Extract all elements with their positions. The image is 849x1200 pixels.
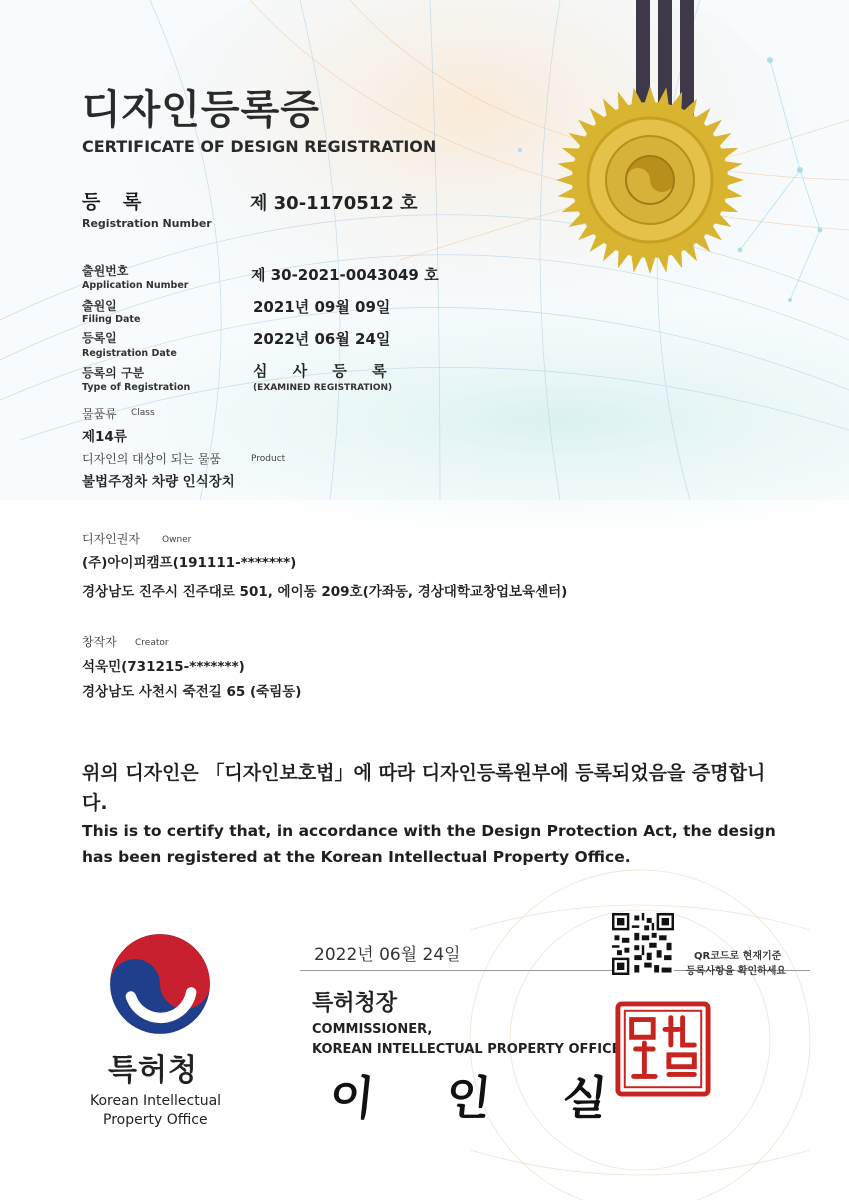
- filing-date-label: 출원일: [82, 299, 117, 313]
- qr-note-line2: 등록사항을 확인하세요: [686, 966, 787, 977]
- commissioner-signature: 이 인 실: [326, 1071, 638, 1125]
- product-value: 불법주정차 차량 인식장치: [82, 474, 235, 490]
- registration-date-label-en: Registration Date: [82, 348, 177, 359]
- creator-address: 경상남도 사천시 죽전길 65 (죽림동): [82, 684, 302, 700]
- creator-label: 창작자: [82, 635, 117, 649]
- registration-label-en: Registration Number: [82, 217, 212, 230]
- application-number: 제 30-2021-0043049 호: [251, 266, 439, 284]
- owner-address: 경상남도 진주시 진주대로 501, 에이동 209호(가좌동, 경상대학교창업보육센터): [82, 584, 568, 600]
- filing-date-label-en: Filing Date: [82, 314, 141, 325]
- owner-label: 디자인권자: [82, 532, 140, 546]
- qr-note-line1: QR코드로 현재기준: [694, 951, 782, 962]
- class-label-en: Class: [131, 408, 155, 418]
- commissioner-title-en-line1: COMMISSIONER,: [312, 1022, 433, 1037]
- registration-date: 2022년 06월 24일: [253, 330, 391, 348]
- registration-type-label-en: Type of Registration: [82, 382, 191, 393]
- class-label: 물품류: [82, 407, 117, 421]
- creator-name: 석욱민(731215-*******): [82, 659, 245, 675]
- certification-text-ko: 위의 디자인은 「디자인보호법」에 따라 디자인등록원부에 등록되었음을 증명합니다.: [82, 762, 766, 814]
- product-label-en: Product: [251, 454, 286, 464]
- filing-date: 2021년 09월 09일: [253, 298, 391, 316]
- creator-label-en: Creator: [135, 638, 169, 648]
- registration-number: 제 30-1170512 호: [250, 193, 418, 214]
- issue-date: 2022년 06월 24일: [314, 945, 461, 965]
- official-stamp-icon: [614, 1000, 712, 1098]
- commissioner-title-en-line2: KOREAN INTELLECTUAL PROPERTY OFFICE: [312, 1042, 621, 1057]
- office-name-en-line1: Korean Intellectual: [90, 1093, 222, 1109]
- registration-date-label: 등록일: [82, 331, 117, 345]
- product-label: 디자인의 대상이 되는 물품: [82, 452, 221, 466]
- class-value: 제14류: [82, 429, 127, 445]
- application-number-label-en: Application Number: [82, 280, 189, 291]
- registration-type-en: (EXAMINED REGISTRATION): [253, 383, 393, 393]
- gold-seal-icon: [556, 86, 744, 274]
- registration-label: 등 록: [82, 191, 150, 213]
- kipo-logo-icon: [108, 932, 212, 1036]
- owner-name: (주)아이피캠프(191111-*******): [82, 555, 297, 571]
- office-name-en-line2: Property Office: [103, 1112, 208, 1128]
- page-title: 디자인등록증: [82, 87, 320, 133]
- office-name-ko: 특허청: [108, 1053, 198, 1088]
- certification-text-en: This is to certify that, in accordance with the Design Protection Act, the design has been registered at the Korean Intellectual Property Office.: [82, 822, 776, 866]
- owner-label-en: Owner: [162, 535, 192, 545]
- commissioner-title-ko: 특허청장: [312, 991, 398, 1016]
- page-title-en: CERTIFICATE OF DESIGN REGISTRATION: [82, 137, 437, 156]
- registration-type-label: 등록의 구분: [82, 366, 145, 380]
- registration-type: 심 사 등 록: [253, 362, 397, 380]
- qr-code-icon[interactable]: [612, 913, 674, 975]
- application-number-label: 출원번호: [82, 264, 129, 278]
